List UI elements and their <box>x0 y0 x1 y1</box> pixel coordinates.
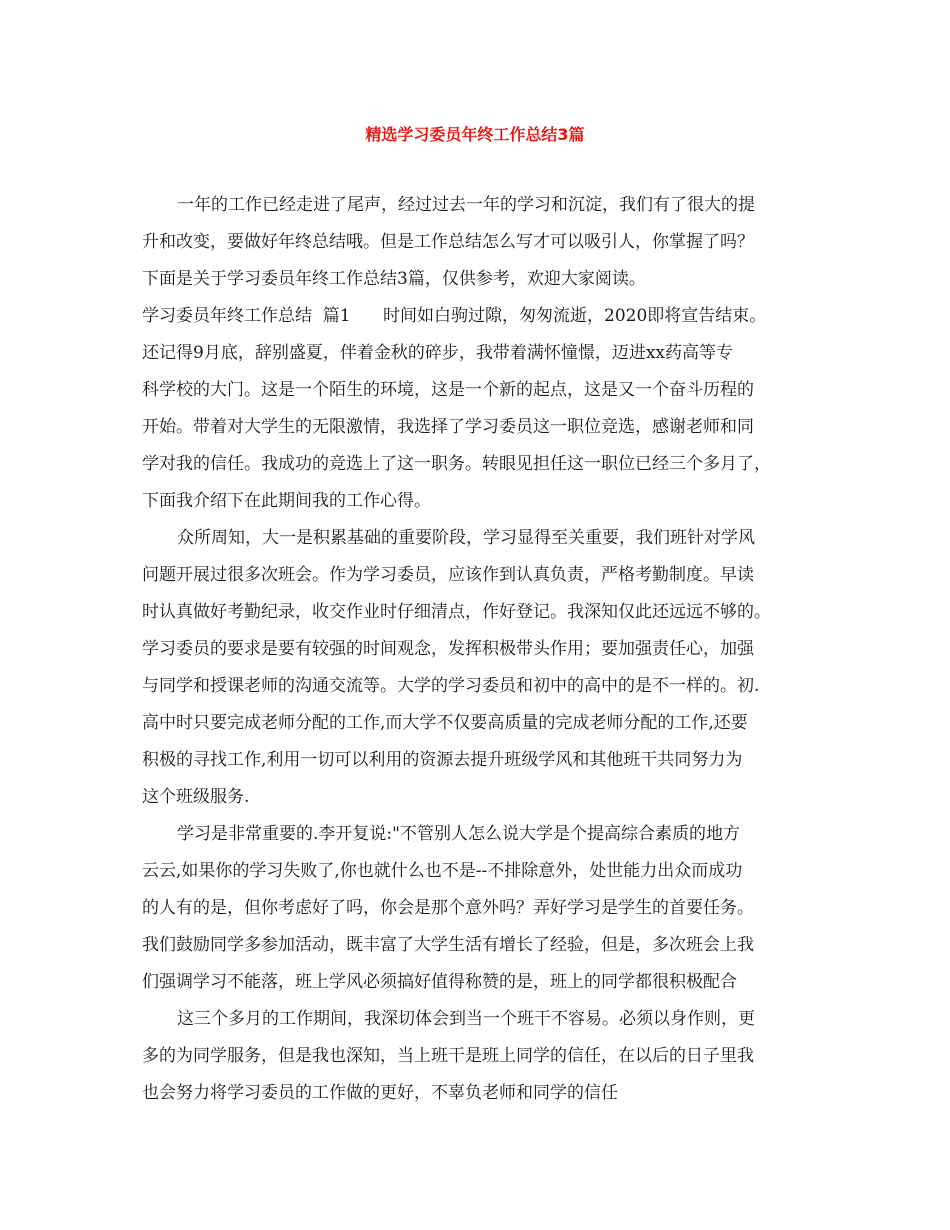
text-line: 积极的寻找工作,利用一切可以利用的资源去提升班级学风和其他班干共同努力为 <box>142 750 743 770</box>
text-line: 学习委员的要求是要有较强的时间观念，发挥积极带头作用；要加强责任心，加强 <box>142 639 754 659</box>
text-line: 升和改变，要做好年终总结哦。但是工作总结怎么写才可以吸引人，你掌握了吗？ <box>142 232 754 252</box>
text-line: 学习委员年终工作总结 篇1 时间如白驹过隙，匆匆流逝，2020即将宣告结束。 <box>142 306 767 326</box>
text-line: 下面我介绍下在此期间我的工作心得。 <box>142 491 431 511</box>
text-line: 一年的工作已经走进了尾声，经过过去一年的学习和沉淀，我们有了很大的提 <box>177 195 755 215</box>
text-line: 这三个多月的工作期间，我深切体会到当一个班干不容易。必须以身作则，更 <box>177 1009 755 1029</box>
text-line: 还记得9月底，辞别盛夏，伴着金秋的碎步，我带着满怀憧憬，迈进xx药高等专 <box>142 343 733 363</box>
text-line: 高中时只要完成老师分配的工作,而大学不仅要高质量的完成老师分配的工作,还要 <box>142 713 748 733</box>
text-line: 我们鼓励同学多参加活动，既丰富了大学生活有增长了经验，但是，多次班会上我 <box>142 935 754 955</box>
text-line: 时认真做好考勤纪录，收交作业时仔细清点，作好登记。我深知仅此还远远不够的。 <box>142 602 771 622</box>
text-line: 问题开展过很多次班会。作为学习委员，应该作到认真负责，严格考勤制度。早读 <box>142 565 754 585</box>
text-line: 这个班级服务. <box>142 787 250 807</box>
text-line: 科学校的大门。这是一个陌生的环境，这是一个新的起点，这是又一个奋斗历程的 <box>142 380 754 400</box>
text-line: 云云,如果你的学习失败了,你也就什么也不是--不排除意外，处世能力出众而成功 <box>142 861 743 881</box>
text-line: 下面是关于学习委员年终工作总结3篇，仅供参考，欢迎大家阅读。 <box>142 269 646 289</box>
text-line: 学对我的信任。我成功的竞选上了这一职务。转眼见担任这一职位已经三个多月了， <box>142 454 771 474</box>
text-line: 开始。带着对大学生的无限激情，我选择了学习委员这一职位竞选，感谢老师和同 <box>142 417 754 437</box>
text-line: 的人有的是，但你考虑好了吗，你会是那个意外吗？弄好学习是学生的首要任务。 <box>142 898 754 918</box>
text-line: 与同学和授课老师的沟通交流等。大学的学习委员和初中的高中的是不一样的。初. <box>142 676 760 696</box>
text-line: 也会努力将学习委员的工作做的更好，不辜负老师和同学的信任 <box>142 1083 618 1103</box>
text-line: 众所周知，大一是积累基础的重要阶段，学习显得至关重要，我们班针对学风 <box>177 528 755 548</box>
text-line: 多的为同学服务，但是我也深知，当上班干是班上同学的信任，在以后的日子里我 <box>142 1046 754 1066</box>
text-line: 学习是非常重要的.李开复说:"不管别人怎么说大学是个提高综合素质的地方 <box>177 824 740 844</box>
document-title: 精选学习委员年终工作总结3篇 <box>365 125 585 144</box>
text-line: 们强调学习不能落，班上学风必须搞好值得称赞的是，班上的同学都很积极配合 <box>142 972 737 992</box>
